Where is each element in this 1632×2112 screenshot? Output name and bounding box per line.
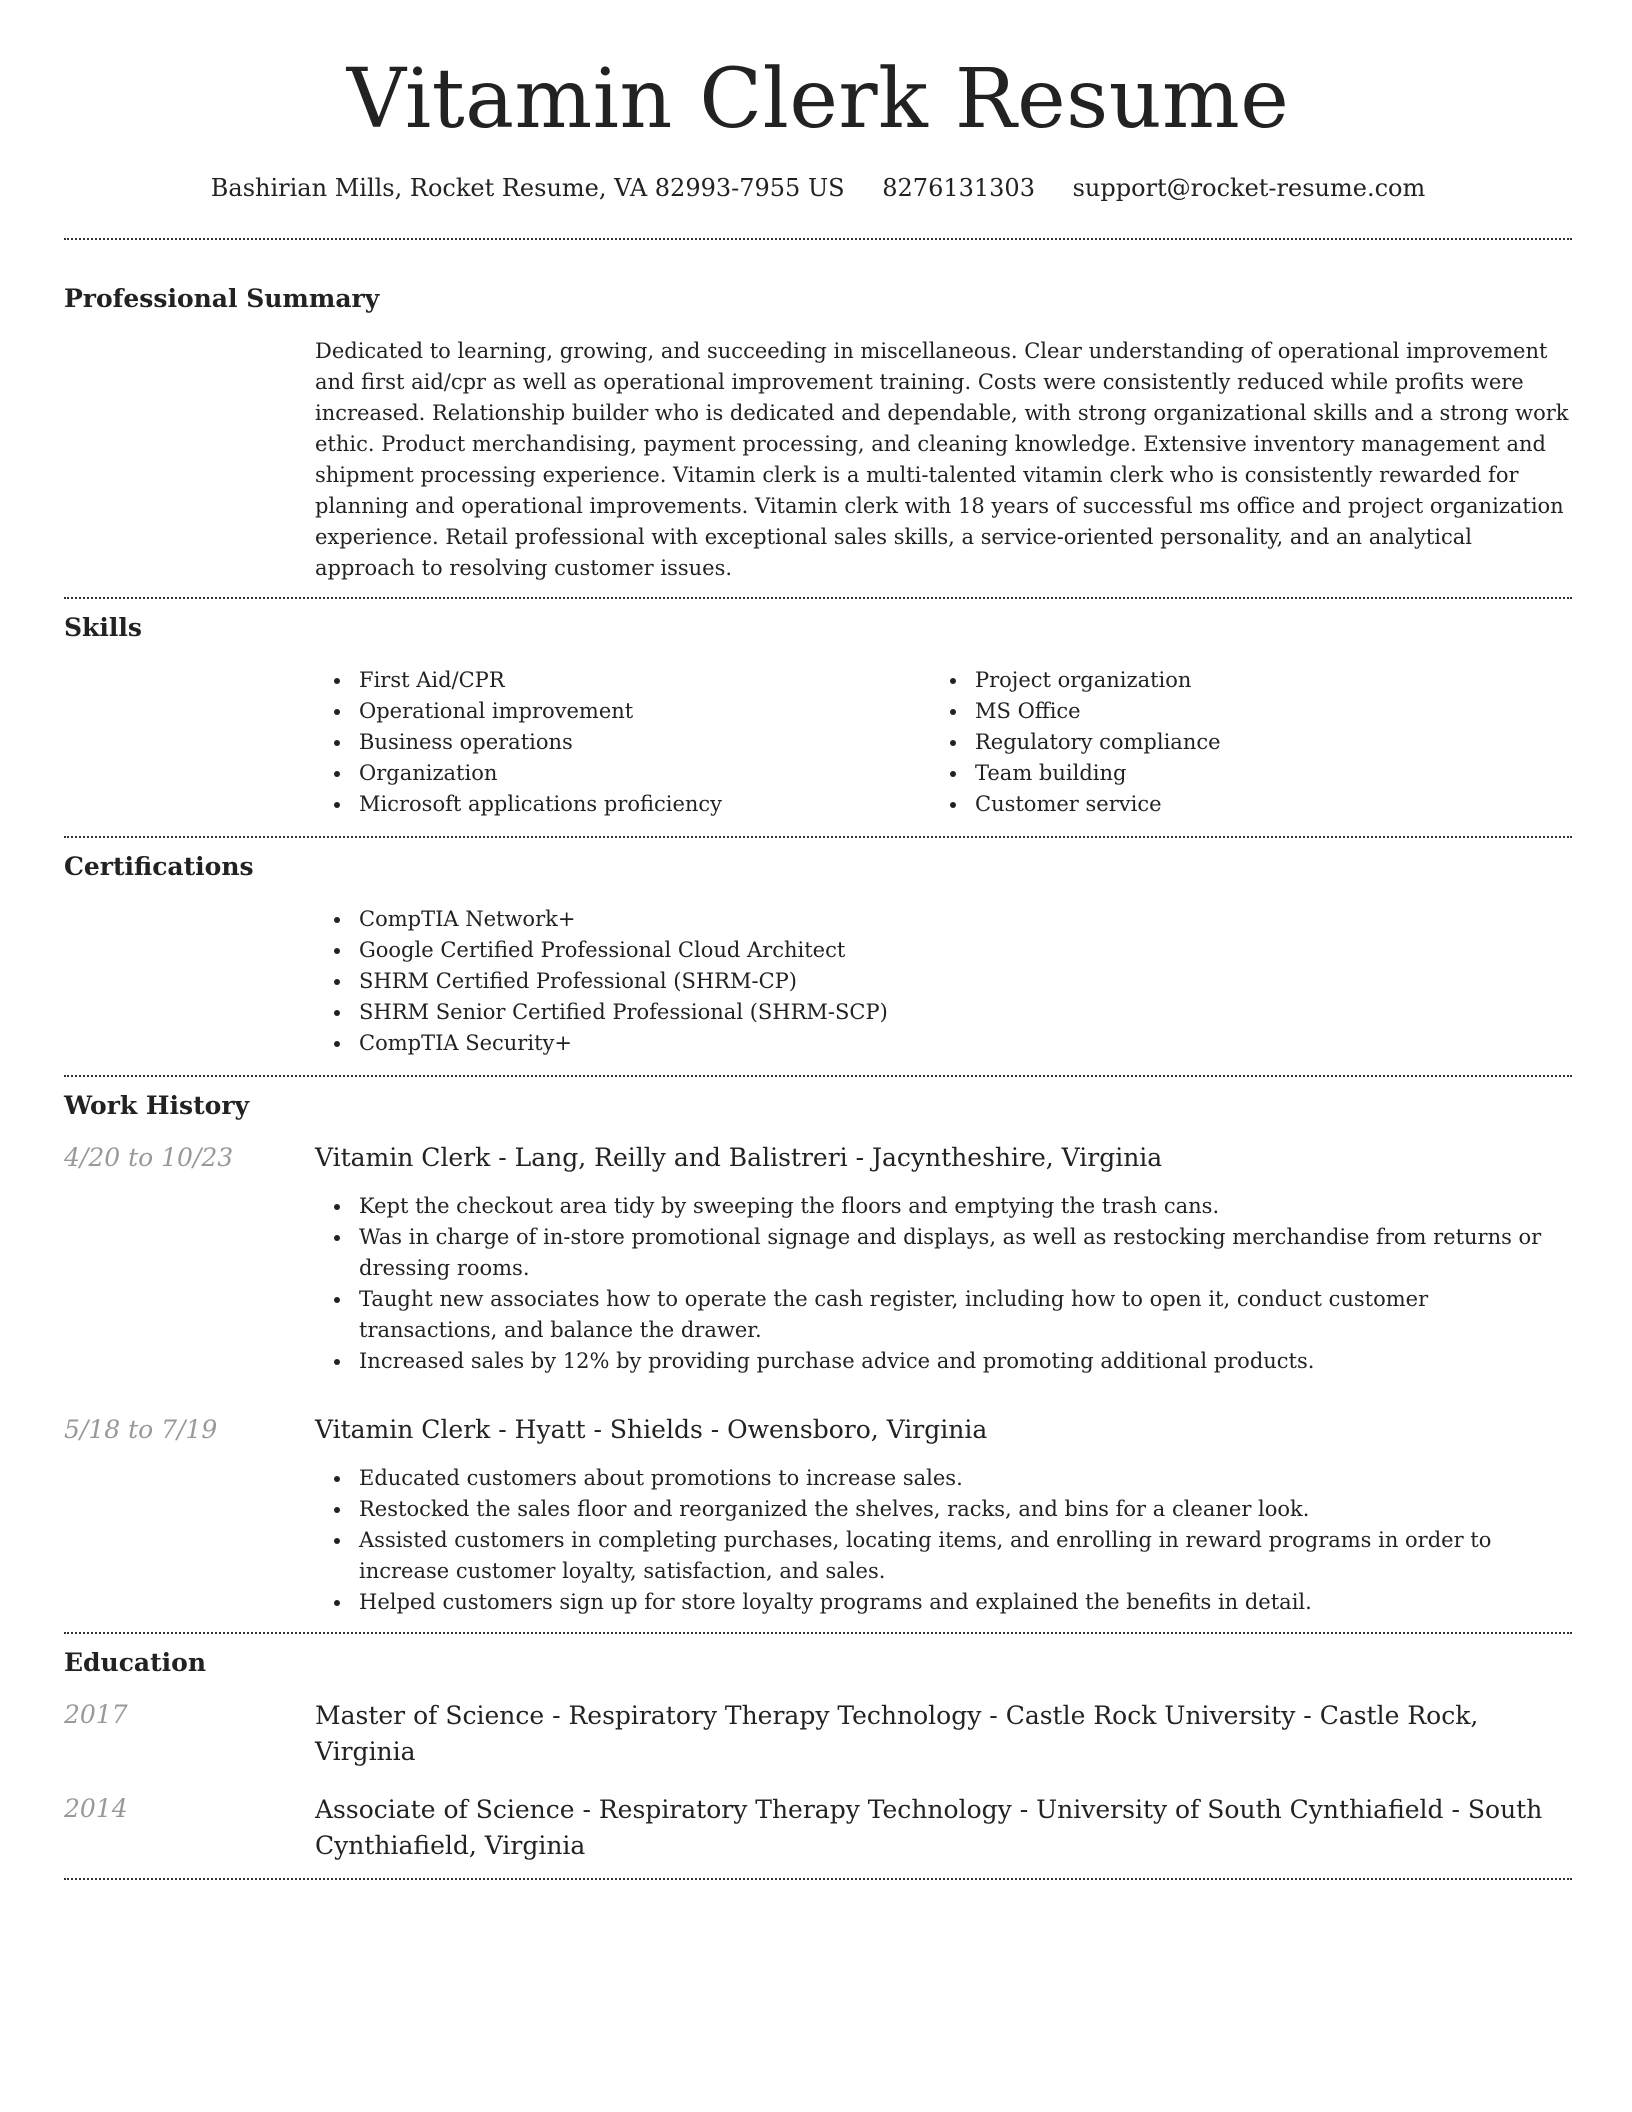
summary-text: Dedicated to learning, growing, and succeeding in miscellaneous. Clear understanding of operational improvement and first aid/cpr as well as operational improvement training. Costs were consistently reduced while profits were increased. Relationship builder who is dedicated and dependable, with strong organizational skills and a strong work ethic. Product merchandising, payment processing, and cleaning knowledge. Extensive inventory management and shipment processing experience. Vitamin clerk is a multi-talented vitamin clerk who is consistently rewarded for planning and operational improvements. Vitamin clerk with 18 years of successful ms office and project organization experience. Retail professional with exceptional sales skills, a service-oriented personality, and an analytical approach to resolving customer issues. <box>315 339 1569 580</box>
skills-list-left <box>315 665 931 820</box>
job-title: Vitamin Clerk - Lang, Reilly and Balistreri - Jacyntheshire, Virginia <box>315 1143 1163 1172</box>
job-title: Vitamin Clerk - Hyatt - Shields - Owensboro, Virginia <box>315 1415 988 1444</box>
skills-list-right <box>931 665 1547 820</box>
divider <box>64 1075 1572 1077</box>
summary-section <box>64 282 1572 584</box>
job-entry <box>64 1413 1572 1632</box>
job-dates: 5/18 to 7/19 <box>64 1415 218 1444</box>
education-entry <box>64 1792 1572 1864</box>
skills-section <box>64 611 1572 820</box>
job-entry <box>64 1141 1572 1391</box>
education-details: Master of Science - Respiratory Therapy Technology - Castle Rock University - Castle Rock, Virginia <box>315 1701 1479 1766</box>
certification-item: CompTIA Security+ <box>315 1028 1572 1059</box>
education-year: 2017 <box>64 1700 128 1729</box>
contact-address: Bashirian Mills, Rocket Resume, VA 82993-7955 US <box>210 174 845 202</box>
skill-item: Project organization <box>931 665 1547 696</box>
job-bullet: Increased sales by 12% by providing purchase advice and promoting additional products. <box>315 1346 1572 1377</box>
skill-item: Organization <box>315 758 931 789</box>
contact-email: support@rocket-resume.com <box>1072 174 1426 202</box>
job-bullets <box>315 1191 1572 1377</box>
certification-item: CompTIA Network+ <box>315 904 1572 935</box>
skill-item: Team building <box>931 758 1547 789</box>
certification-item: SHRM Senior Certified Professional (SHRM-SCP) <box>315 997 1572 1028</box>
job-bullet: Educated customers about promotions to increase sales. <box>315 1463 1572 1494</box>
skill-item: MS Office <box>931 696 1547 727</box>
job-bullet: Restocked the sales floor and reorganized the shelves, racks, and bins for a cleaner look. <box>315 1494 1572 1525</box>
job-details <box>315 1141 1572 1391</box>
skill-item: Operational improvement <box>315 696 931 727</box>
certification-item: SHRM Certified Professional (SHRM-CP) <box>315 966 1572 997</box>
divider <box>64 238 1572 240</box>
education-heading: Education <box>64 1648 207 1677</box>
job-details <box>315 1413 1572 1632</box>
divider <box>64 597 1572 599</box>
work-history-heading: Work History <box>64 1091 250 1120</box>
job-dates: 4/20 to 10/23 <box>64 1143 234 1172</box>
education-entry <box>64 1698 1572 1770</box>
summary-heading: Professional Summary <box>64 284 380 313</box>
divider <box>64 1878 1572 1880</box>
skill-item: Business operations <box>315 727 931 758</box>
skill-item: First Aid/CPR <box>315 665 931 696</box>
contact-line <box>64 172 1572 204</box>
job-bullet: Helped customers sign up for store loyalty programs and explained the benefits in detail. <box>315 1587 1572 1618</box>
job-bullet: Kept the checkout area tidy by sweeping the floors and emptying the trash cans. <box>315 1191 1572 1222</box>
job-bullet: Taught new associates how to operate the cash register, including how to open it, conduct customer transactions, and balance the drawer. <box>315 1284 1572 1346</box>
resume-page <box>64 0 1572 1880</box>
work-history-section <box>64 1089 1572 1632</box>
resume-title: Vitamin Clerk Resume <box>346 52 1290 147</box>
divider <box>64 1632 1572 1634</box>
contact-phone: 8276131303 <box>882 174 1035 202</box>
education-section <box>64 1646 1572 1864</box>
divider <box>64 836 1572 838</box>
certifications-heading: Certifications <box>64 852 254 881</box>
skills-heading: Skills <box>64 613 142 642</box>
skills-columns <box>315 665 1572 820</box>
education-details: Associate of Science - Respiratory Therapy Technology - University of South Cynthiafield - South Cynthiafield, Virginia <box>315 1795 1543 1860</box>
certification-item: Google Certified Professional Cloud Architect <box>315 935 1572 966</box>
certifications-section <box>64 850 1572 1059</box>
job-bullet: Was in charge of in-store promotional signage and displays, as well as restocking merchandise from returns or dressing rooms. <box>315 1222 1572 1284</box>
skill-item: Customer service <box>931 789 1547 820</box>
education-year: 2014 <box>64 1794 128 1823</box>
job-bullet: Assisted customers in completing purchases, locating items, and enrolling in reward programs in order to increase customer loyalty, satisfaction, and sales. <box>315 1525 1572 1587</box>
skill-item: Microsoft applications proficiency <box>315 789 931 820</box>
certifications-list <box>315 904 1572 1059</box>
skill-item: Regulatory compliance <box>931 727 1547 758</box>
job-bullets <box>315 1463 1572 1618</box>
